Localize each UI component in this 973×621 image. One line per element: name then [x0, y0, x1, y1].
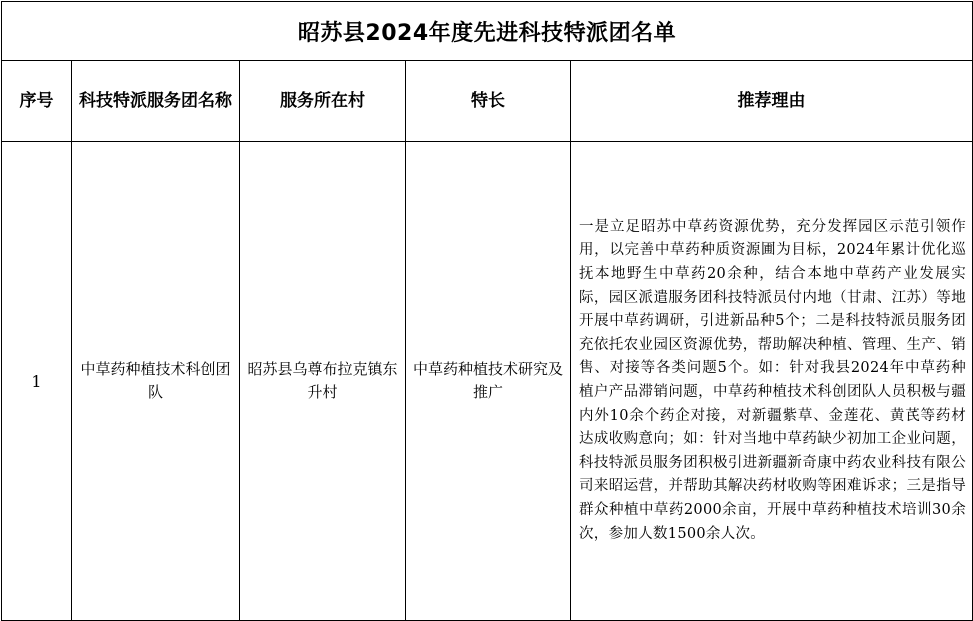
title-row: [2, 2, 973, 61]
row-village: 昭苏县乌尊布拉克镇东升村: [240, 142, 406, 621]
row-no: 1: [2, 142, 72, 621]
header-reason: 推荐理由: [571, 61, 973, 142]
row-reason: 一是立足昭苏中草药资源优势，充分发挥园区示范引领作用，以完善中草药种质资源圃为目标，2024年累计优化巡抚本地野生中草药20余种，结合本地中草药产业发展实际，园区派遣服务团科技特派员付内地（甘肃、江苏）等地开展中草药调研，引进新品种5个；二是科技特派员服务团充依托农业园区资源优势，帮助解决种植、管理、生产、销售、对接等各类问题5个。如：针对我县2024年中草药种植户产品滞销问题，中草药种植技术科创团队人员积极与疆内外10余个药企对接，对新疆紫草、金莲花、黄芪等药材达成收购意向；如：针对当地中草药缺少初加工企业问题，科技特派员服务团积极引进新疆新奇康中药农业科技有限公司来昭运营，并帮助其解决药材收购等困难诉求；三是指导群众种植中草药2000余亩，开展中草药种植技术培训30余次，参加人数1500余人次。: [571, 142, 973, 621]
row-specialty: 中草药种植技术研究及推广: [406, 142, 571, 621]
header-row: [2, 61, 973, 142]
table-title: 昭苏县2024年度先进科技特派团名单: [2, 2, 973, 61]
header-village: 服务所在村: [240, 61, 406, 142]
header-no: 序号: [2, 61, 72, 142]
row-team-name: 中草药种植技术科创团队: [72, 142, 240, 621]
table-row: [2, 142, 973, 621]
header-specialty: 特长: [406, 61, 571, 142]
roster-table: [1, 1, 973, 621]
header-team-name: 科技特派服务团名称: [72, 61, 240, 142]
